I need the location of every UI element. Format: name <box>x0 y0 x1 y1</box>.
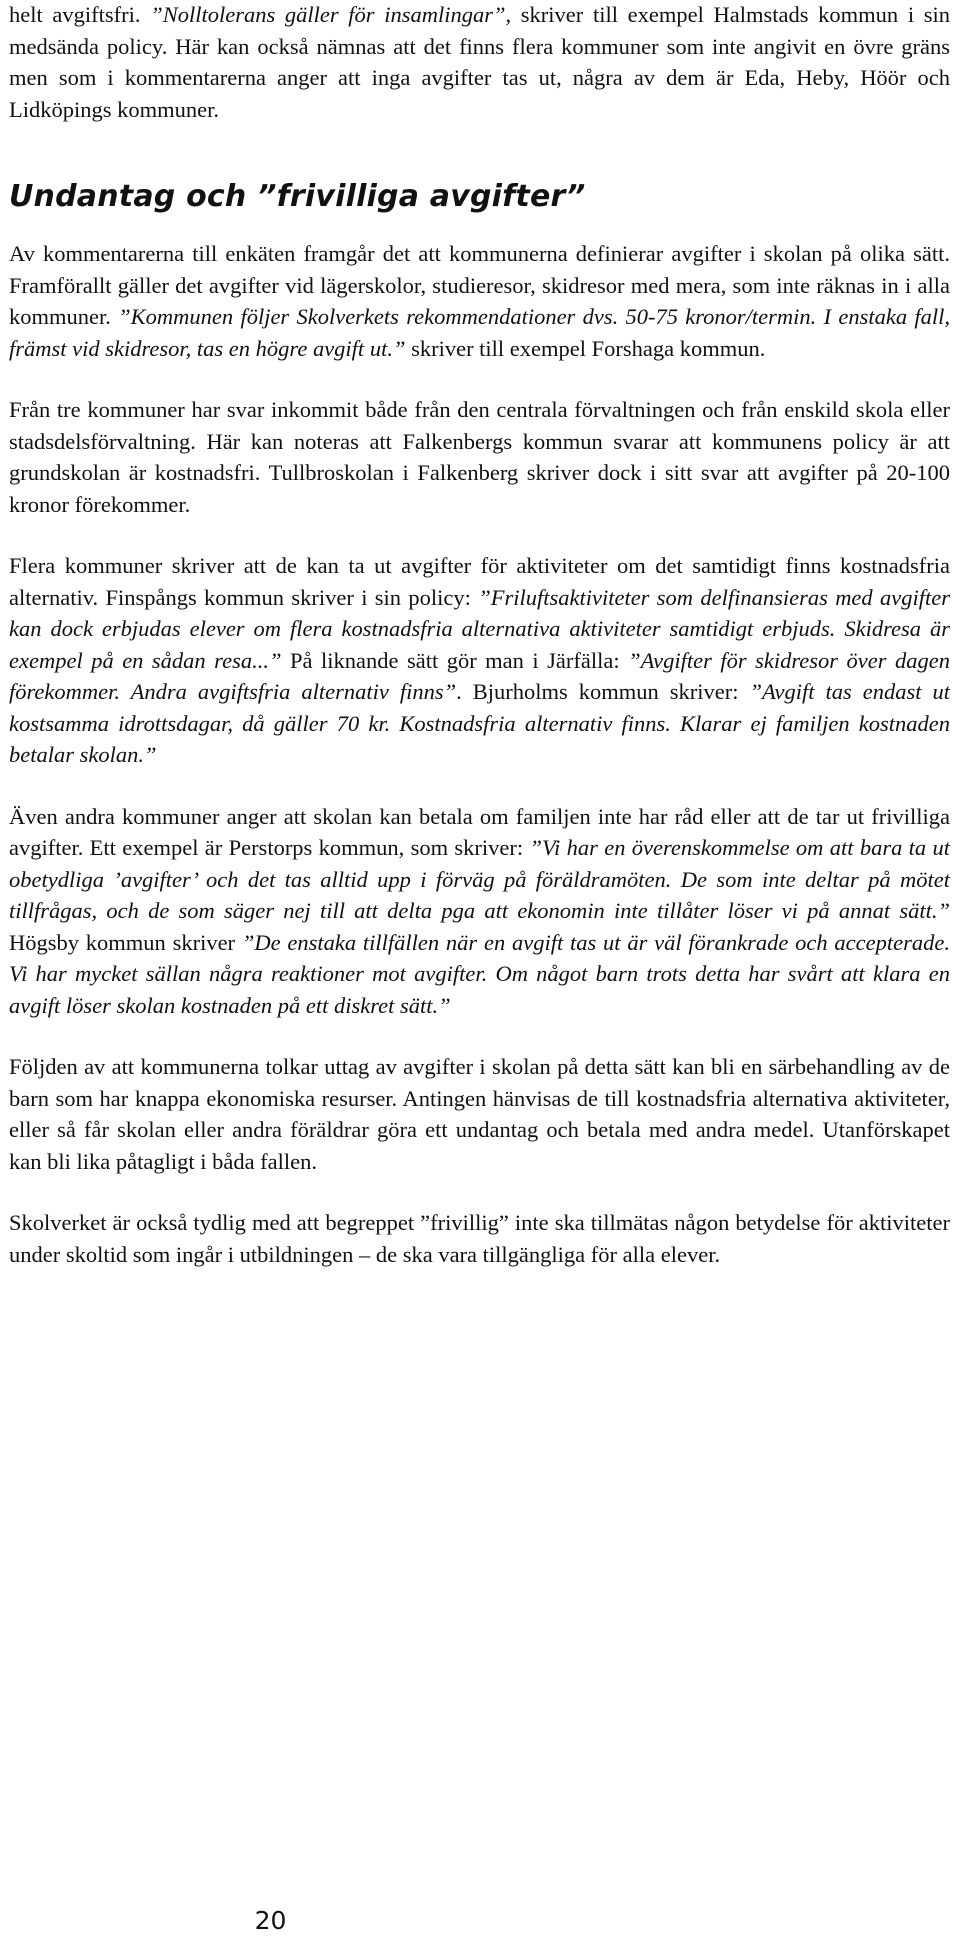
paragraph-intro <box>9 0 950 125</box>
quoted-text: ”Vi har en överenskommelse om att bara ta ut obetydliga ’avgifter’ och det tas alltid upp i förväg på föräldramöten. De som inte deltar på mötet tillfrågas, och de som säger nej till att delta pga att ekonomin inte tillåter löser vi på annat sätt.” <box>9 835 950 923</box>
paragraph-family-payment <box>9 801 950 1022</box>
body-text: På liknande sätt gör man i Järfälla: <box>281 647 629 673</box>
paragraph-falkenberg <box>9 394 950 520</box>
paragraph-alternatives <box>9 550 950 771</box>
paragraph-consequence <box>9 1051 950 1177</box>
body-text: Skolverket är också tydlig med att begreppet ”frivillig” inte ska tillmätas någon betydelse för aktiviteter under skoltid som ingår i utbildningen – de ska vara tillgängliga för alla elever. <box>9 1210 950 1267</box>
quoted-text: ”Nolltolerans gäller för insamlingar” <box>150 2 506 27</box>
section-heading: Undantag och ”frivilliga avgifter” <box>9 179 586 214</box>
body-text: Flera kommuner skriver att de kan ta ut avgifter för aktiviteter om det samtidigt finns kostnadsfria alternativ. Finspångs kommun skriver i sin policy: <box>9 553 950 610</box>
quoted-text: ”Friluftsaktiviteter som delfinansieras med avgifter kan dock erbjudas elever om flera kostnadsfria alternativa aktiviteter samtidigt erbjuds. Skidresa är exempel på en sådan resa...” <box>9 584 950 673</box>
body-text: Högsby kommun skriver <box>9 929 242 955</box>
body-text: helt avgiftsfri. <box>9 2 151 27</box>
body-text: . Bjurholms kommun skriver: <box>456 679 750 704</box>
quoted-text: ”Avgifter för skidresor över dagen förekommer. Andra avgiftsfria alternativ finns” <box>9 647 950 704</box>
document-page <box>9 0 950 1270</box>
body-text: skriver till exempel Forshaga kommun. <box>405 335 766 361</box>
quoted-text: ”Avgift tas endast ut kostsamma idrottsdagar, då gäller 70 kr. Kostnadsfria alternativ finns. Klarar ej familjen kostnaden betalar skolan.” <box>9 679 951 767</box>
paragraph-skolverket <box>9 1207 950 1270</box>
body-text: Av kommentarerna till enkäten framgår det att kommunerna definierar avgifter i skolan på olika sätt. Framförallt gäller det avgifter vid lägerskolor, studieresor, skidresor med mera, som inte räknas in i alla kommuner. <box>9 241 950 329</box>
paragraph-definitions <box>9 238 950 364</box>
body-text: Följden av att kommunerna tolkar uttag av avgifter i skolan på detta sätt kan bli en särbehandling av de barn som har knappa ekonomiska resurser. Antingen hänvisas de till kostnadsfria alternativa aktiviteter, eller så får skolan eller andra föräldrar göra ett undantag och betala med andra medel. Utanförskapet kan bli lika påtagligt i båda fallen. <box>9 1054 950 1174</box>
body-text: Även andra kommuner anger att skolan kan betala om familjen inte har råd eller att de tar ut frivilliga avgifter. Ett exempel är Perstorps kommun, som skriver: <box>9 803 950 860</box>
body-text: Från tre kommuner har svar inkommit både från den centrala förvaltningen och från enskild skola eller stadsdelsförvaltning. Här kan noteras att Falkenbergs kommun svarar att kommunens policy är att grundskolan är kostnadsfri. Tullbroskolan i Falkenberg skriver dock i sitt svar att avgifter på 20-100 kronor förekommer. <box>9 397 950 517</box>
body-text: , skriver till exempel Halmstads kommun i sin medsända policy. Här kan också nämnas att det finns flera kommuner som inte angivit en övre gräns men som i kommentarerna anger att inga avgifter tas ut, några av dem är Eda, Heby, Höör och Lidköpings kommuner. <box>9 2 950 122</box>
quoted-text: ”De enstaka tillfällen när en avgift tas ut är väl förankrade och accepterade. Vi har mycket sällan några reaktioner mot avgifter. Om något barn trots detta har svårt att klara en avgift löser skolan kostnaden på ett diskret sätt.” <box>9 929 950 1018</box>
quoted-text: ”Kommunen följer Skolverkets rekommendationer dvs. 50-75 kronor/termin. I enstaka fall, främst vid skidresor, tas en högre avgift ut.” <box>9 304 950 361</box>
page-number: 20 <box>254 1906 287 1935</box>
